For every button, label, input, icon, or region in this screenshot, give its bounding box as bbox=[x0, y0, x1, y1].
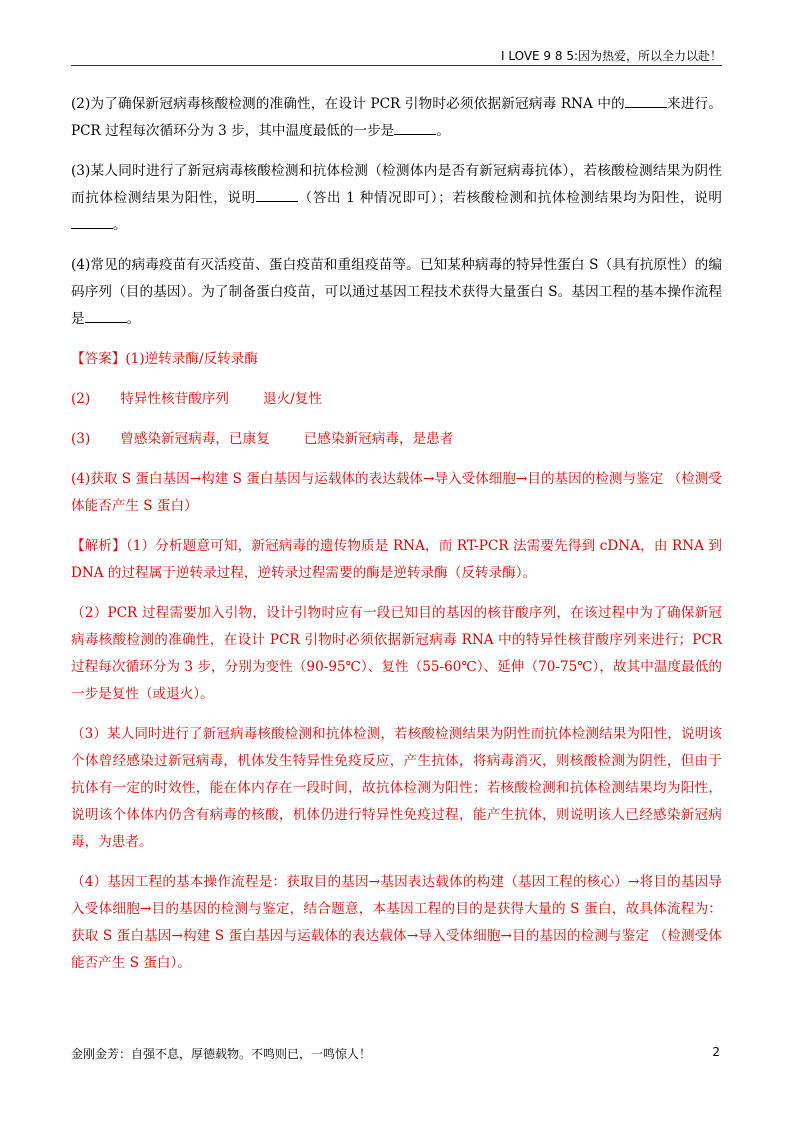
footer-motto: 金刚金芳：自强不息，厚德载物。不鸣则已，一鸣惊人！ bbox=[71, 1047, 372, 1061]
answer-3-first: 曾感染新冠病毒，已康复 bbox=[120, 431, 270, 447]
question-4-end: 。 bbox=[126, 311, 141, 327]
question-2 bbox=[71, 91, 722, 145]
answer-1: (1)逆转录酶/反转录酶 bbox=[125, 351, 258, 367]
page-content bbox=[71, 91, 722, 990]
analysis-paragraph-1 bbox=[71, 533, 722, 587]
header-divider bbox=[71, 65, 722, 66]
analysis-paragraph-4: （4）基因工程的基本操作流程是：获取目的基因→基因表达载体的构建（基因工程的核心）→将目的基因导入受体细胞→目的基因的检测与鉴定，结合题意，本基因工程的目的是获得大量的 S 蛋白，故具体流程为：获取 S 蛋白基因→构建 S 蛋白基因与运载体的表达载体→导入受体细胞→目的基因的检测与鉴定 （检测受体能否产生 S 蛋白）。 bbox=[71, 874, 722, 971]
question-4-text: (4)常见的病毒疫苗有灭活疫苗、蛋白疫苗和重组疫苗等。已知某种病毒的特异性蛋白 S（具有抗原性）的编码序列（目的基因）。为了制备蛋白疫苗，可以通过基因工程技术获得大量蛋白 S。基因工程的基本操作流程是 bbox=[71, 257, 722, 327]
answer-3-number: (3) bbox=[71, 431, 91, 447]
question-4 bbox=[71, 252, 722, 333]
analysis-1: （1）分析题意可知，新冠病毒的遗传物质是 RNA，而 RT-PCR 法需要先得到 cDNA，由 RNA 到 DNA 的过程属于逆转录过程，逆转录过程需要的酶是逆转录酶（反转录酶）。 bbox=[71, 538, 722, 581]
answer-blank bbox=[394, 120, 436, 135]
answer-blank bbox=[625, 93, 667, 108]
answer-2-second: 退火/复性 bbox=[263, 391, 322, 407]
analysis-paragraph-3: （3）某人同时进行了新冠病毒核酸检测和抗体检测，若核酸检测结果为阴性而抗体检测结果为阳性，说明该个体曾经感染过新冠病毒，机体发生特异性免疫反应，产生抗体，将病毒消灭，则核酸检测为阴性，但由于抗体有一定的时效性，能在体内存在一段时间，故抗体检测为阳性；若核酸检测和抗体检测结果均为阳性，说明该个体体内仍含有病毒的核酸，机体仍进行特异性免疫过程，能产生抗体，则说明该人已经感染新冠病毒，为患者。 bbox=[71, 726, 722, 850]
page-number: 2 bbox=[712, 1045, 720, 1059]
answer-blank bbox=[256, 187, 298, 202]
answer-line-2 bbox=[71, 386, 722, 413]
answer-blank bbox=[85, 308, 127, 323]
answer-line-3 bbox=[71, 426, 722, 453]
answer-3-second: 已感染新冠病毒，是患者 bbox=[303, 431, 454, 447]
analysis-paragraph-2: （2）PCR 过程需要加入引物，设计引物时应有一段已知目的基因的核苷酸序列，在该过程中为了确保新冠病毒核酸检测的准确性，在设计 PCR 引物时必须依据新冠病毒 RNA 中的特异性核苷酸序列来进行；PCR 过程每次循环分为 3 步，分别为变性（90-95℃）、复性（55-60℃）、延伸（70-75℃），故其中温度最低的一步是复性（或退火）。 bbox=[71, 605, 722, 702]
question-3-text-b: （答出 1 种情况即可）；若核酸检测和抗体检测结果均为阳性，说明 bbox=[297, 190, 723, 206]
answer-2-number: (2) bbox=[71, 391, 91, 407]
question-2-end: 。 bbox=[436, 123, 450, 139]
question-3 bbox=[71, 158, 722, 239]
answer-2-first: 特异性核苷酸序列 bbox=[120, 391, 230, 407]
question-3-end: 。 bbox=[113, 217, 127, 233]
question-2-text-b: 来进行。PCR 过程每次循环分为 3 步，其中温度最低的一步是 bbox=[71, 96, 722, 139]
page-header-text: I LOVE 9 8 5:因为热爱，所以全力以赴！ bbox=[500, 49, 722, 63]
answer-4: (4)获取 S 蛋白基因→构建 S 蛋白基因与运载体的表达载体→导入受体细胞→目的基因的检测与鉴定 （检测受体能否产生 S 蛋白） bbox=[71, 471, 722, 514]
answer-label: 【答案】 bbox=[71, 351, 126, 367]
question-3-text-a: (3)某人同时进行了新冠病毒核酸检测和抗体检测（检测体内是否有新冠病毒抗体），若核酸检测结果为阴性而抗体检测结果为阳性，说明 bbox=[71, 163, 722, 206]
analysis-label: 【解析】 bbox=[71, 538, 126, 554]
answer-line-1 bbox=[71, 346, 722, 373]
question-2-text-a: (2)为了确保新冠病毒核酸检测的准确性，在设计 PCR 引物时必须依据新冠病毒 RNA 中的 bbox=[71, 96, 625, 112]
answer-blank bbox=[71, 214, 113, 229]
answer-line-4 bbox=[71, 466, 722, 520]
